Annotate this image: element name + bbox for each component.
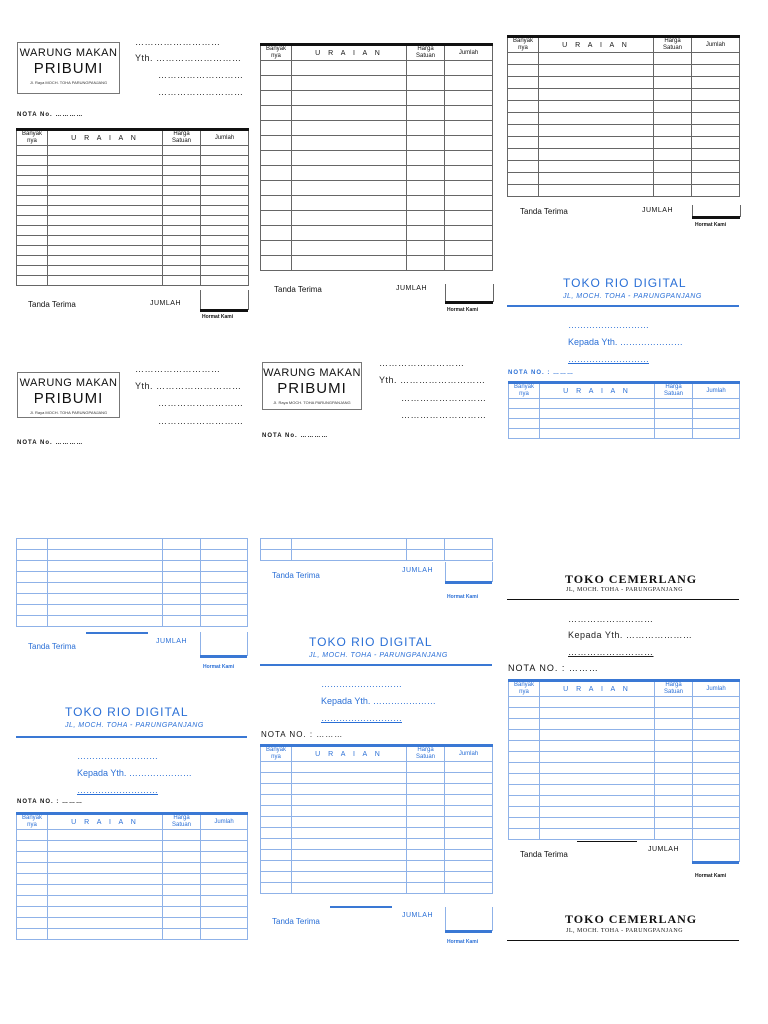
table-row [261, 883, 493, 894]
date-line: ……………………… [135, 37, 221, 47]
table-row [17, 874, 248, 885]
tanda-terima: Tanda Terima [272, 917, 320, 926]
hormat-kami: Hormat Kami [447, 594, 479, 600]
table-row [17, 561, 248, 572]
col-harga: Harga Satuan [654, 37, 692, 53]
total-underline [692, 216, 740, 219]
table-row [261, 773, 493, 784]
table-row [261, 256, 493, 271]
col-jumlah: Jumlah [693, 383, 740, 399]
jumlah-label: JUMLAH [648, 846, 680, 853]
table-row [17, 616, 248, 627]
table-row [261, 226, 493, 241]
address-line: ……………………… [321, 713, 402, 723]
table-row [17, 918, 248, 929]
signature-line [577, 841, 637, 842]
table-row [17, 841, 248, 852]
table-row [17, 830, 248, 841]
toko-rio-subtitle: JL, MOCH. TOHA - PARUNGPANJANG [563, 293, 702, 300]
table-row [261, 166, 493, 181]
total-underline [692, 861, 739, 864]
table-row [509, 807, 740, 818]
warung-header-2 [17, 372, 120, 418]
table-row [508, 185, 740, 197]
col-jumlah: Jumlah [201, 814, 248, 830]
col-banyak: Banyak nya [17, 130, 48, 146]
warung-address: Jl. Raya MOCH. TOHA PARUNGPANJANG [273, 400, 351, 405]
table-row [509, 785, 740, 796]
table-row [508, 53, 740, 65]
yth-line: Yth. ……………………… [379, 375, 486, 385]
table-row [261, 795, 493, 806]
tanda-terima: Tanda Terima [272, 571, 320, 580]
table-row [508, 89, 740, 101]
table-header [261, 746, 493, 762]
col-harga: Harga Satuan [655, 681, 693, 697]
nota-number: NOTA No. ………… [17, 440, 84, 446]
table-row [261, 861, 493, 872]
col-banyak: Banyak nya [17, 814, 48, 830]
toko-cemerlang-subtitle: JL, MOCH. TOHA - PARUNGPANJANG [566, 587, 684, 593]
table-row [17, 156, 249, 166]
table-row [509, 409, 740, 419]
table-row [261, 106, 493, 121]
total-box [445, 907, 493, 931]
table-header [509, 383, 740, 399]
table-row [17, 929, 248, 940]
table-row [17, 216, 249, 226]
table-row [17, 539, 248, 550]
nota-number: NOTA NO. : ……… [508, 370, 574, 376]
col-uraian: U R A I A N [540, 681, 655, 697]
table-row [261, 762, 493, 773]
header-divider [507, 940, 739, 941]
header-divider [507, 599, 739, 600]
toko-rio-title: TOKO RIO DIGITAL [309, 635, 433, 649]
date-line: ……………………… [77, 751, 158, 761]
table-row [17, 206, 249, 216]
address-line-2: ……………………… [401, 410, 487, 420]
table-row [17, 852, 248, 863]
table-row [17, 572, 248, 583]
table-row [261, 91, 493, 106]
receipt-table-3 [507, 35, 740, 197]
table-row [17, 605, 248, 616]
address-line: ……………………… [158, 70, 244, 80]
total-underline [445, 581, 492, 584]
table-row [509, 829, 740, 840]
hormat-kami: Hormat Kami [203, 664, 235, 670]
warung-address: Jl. Raya MOCH. TOHA PARUNGPANJANG [29, 80, 108, 85]
warung-address: Jl. Raya MOCH. TOHA PARUNGPANJANG [29, 410, 108, 415]
table-row [508, 149, 740, 161]
warung-name-line1: WARUNG MAKAN [19, 377, 118, 389]
yth-line: Yth. ……………………… [135, 381, 242, 391]
col-uraian: U R A I A N [540, 383, 655, 399]
yth-line: Yth. ……………………… [135, 53, 242, 63]
address-line: ……………………… [568, 354, 649, 364]
nota-number: NOTA NO. : ……… [261, 730, 344, 739]
table-row [261, 539, 493, 550]
table-row [17, 885, 248, 896]
table-row [261, 241, 493, 256]
col-uraian: U R A I A N [292, 45, 407, 61]
date-line: ……………………… [135, 364, 221, 374]
date-line: ……………………… [321, 679, 402, 689]
table-row [17, 907, 248, 918]
receipt-table-partial-middle [260, 538, 493, 561]
table-row [509, 763, 740, 774]
table-row [17, 146, 249, 156]
table-row [17, 196, 249, 206]
address-line: ……………………… [77, 785, 158, 795]
toko-rio-title: TOKO RIO DIGITAL [563, 276, 687, 290]
total-underline [445, 301, 493, 304]
warung-header-1 [17, 42, 120, 94]
jumlah-label: JUMLAH [150, 300, 182, 307]
table-row [508, 65, 740, 77]
tanda-terima: Tanda Terima [28, 300, 76, 309]
receipt-table-rio-3 [16, 812, 248, 940]
col-jumlah: Jumlah [445, 746, 493, 762]
hormat-kami: Hormat Kami [447, 939, 479, 945]
table-row [508, 137, 740, 149]
nota-number: NOTA No. ………… [17, 112, 84, 118]
col-jumlah: Jumlah [445, 45, 493, 61]
col-uraian: U R A I A N [48, 130, 163, 146]
address-line: ……………………… [568, 647, 654, 657]
jumlah-label: JUMLAH [402, 567, 434, 574]
col-harga: Harga Satuan [407, 746, 445, 762]
warung-name-line1: WARUNG MAKAN [19, 47, 118, 59]
table-row [17, 896, 248, 907]
kepada-line: Kepada Yth. ………………… [321, 696, 436, 706]
col-harga: Harga Satuan [655, 383, 693, 399]
warung-name-line1: WARUNG MAKAN [263, 367, 361, 379]
table-row [261, 61, 493, 76]
table-row [261, 211, 493, 226]
total-underline [200, 655, 247, 658]
table-row [261, 817, 493, 828]
total-box [445, 562, 493, 582]
total-box [200, 632, 248, 656]
col-banyak: Banyak nya [509, 383, 540, 399]
table-row [17, 166, 249, 176]
receipt-table-1 [16, 128, 249, 286]
table-row [509, 774, 740, 785]
table-row [509, 429, 740, 439]
receipt-table-partial-left [16, 538, 248, 627]
warung-name-line2: PRIBUMI [33, 60, 104, 77]
table-row [508, 125, 740, 137]
table-row [261, 196, 493, 211]
total-box [692, 840, 740, 862]
table-row [508, 173, 740, 185]
receipt-table-rio-1 [508, 381, 740, 439]
table-row [17, 236, 249, 246]
jumlah-label: JUMLAH [396, 285, 428, 292]
total-underline [445, 930, 492, 933]
date-line: ……………………… [568, 614, 654, 624]
col-jumlah: Jumlah [201, 130, 249, 146]
col-harga: Harga Satuan [407, 45, 445, 61]
hormat-kami: Hormat Kami [202, 314, 234, 320]
header-divider [16, 736, 247, 738]
address-line-2: ……………………… [158, 416, 244, 426]
table-row [509, 719, 740, 730]
date-line: ……………………… [568, 320, 649, 330]
table-row [509, 796, 740, 807]
table-row [17, 594, 248, 605]
col-harga: Harga Satuan [163, 814, 201, 830]
signature-line [86, 632, 148, 634]
col-jumlah: Jumlah [693, 681, 740, 697]
receipt-table-rio-2 [260, 744, 493, 894]
table-row [508, 101, 740, 113]
table-header [17, 814, 248, 830]
table-row [261, 151, 493, 166]
table-row [17, 266, 249, 276]
kepada-line: Kepada Yth. ………………… [568, 337, 683, 347]
col-jumlah: Jumlah [692, 37, 740, 53]
total-box [200, 290, 249, 310]
table-row [261, 181, 493, 196]
address-line: ……………………… [158, 398, 244, 408]
table-row [261, 872, 493, 883]
toko-rio-subtitle: JL, MOCH. TOHA - PARUNGPANJANG [309, 652, 448, 659]
warung-header-3 [262, 362, 362, 410]
table-row [261, 550, 493, 561]
toko-cemerlang-title: TOKO CEMERLANG [565, 572, 698, 586]
table-row [509, 818, 740, 829]
date-line: ……………………… [379, 358, 465, 368]
table-row [261, 850, 493, 861]
toko-rio-subtitle: JL, MOCH. TOHA - PARUNGPANJANG [65, 722, 204, 729]
table-row [261, 136, 493, 151]
nota-number: NOTA NO. : ……… [17, 799, 83, 805]
hormat-kami: Hormat Kami [447, 307, 479, 313]
table-header [509, 681, 740, 697]
table-row [509, 708, 740, 719]
table-row [17, 246, 249, 256]
table-header [17, 130, 249, 146]
table-row [17, 863, 248, 874]
col-banyak: Banyak nya [261, 45, 292, 61]
signature-line [330, 906, 392, 908]
col-banyak: Banyak nya [508, 37, 539, 53]
tanda-terima: Tanda Terima [274, 285, 322, 294]
total-underline [200, 309, 248, 312]
hormat-kami: Hormat Kami [695, 873, 727, 879]
table-row [17, 583, 248, 594]
receipt-table-cemerlang [508, 679, 740, 840]
total-box [445, 284, 494, 302]
col-uraian: U R A I A N [539, 37, 654, 53]
col-banyak: Banyak nya [261, 746, 292, 762]
table-row [17, 256, 249, 266]
kepada-line: Kepada Yth. ………………… [568, 630, 693, 640]
tanda-terima: Tanda Terima [520, 850, 568, 859]
nota-number: NOTA No. ………… [262, 433, 329, 439]
header-divider [260, 664, 492, 666]
warung-name-line2: PRIBUMI [277, 380, 347, 397]
address-line: ……………………… [401, 393, 487, 403]
table-row [508, 161, 740, 173]
table-row [17, 276, 249, 286]
table-row [17, 186, 249, 196]
tanda-terima: Tanda Terima [28, 642, 76, 651]
col-uraian: U R A I A N [292, 746, 407, 762]
kepada-line: Kepada Yth. ………………… [77, 768, 192, 778]
table-row [509, 697, 740, 708]
col-harga: Harga Satuan [163, 130, 201, 146]
toko-rio-title: TOKO RIO DIGITAL [65, 705, 189, 719]
toko-cemerlang-title: TOKO CEMERLANG [565, 912, 698, 926]
table-row [261, 839, 493, 850]
hormat-kami: Hormat Kami [695, 222, 727, 228]
nota-number: NOTA NO. : ……… [508, 663, 599, 673]
header-divider [507, 305, 739, 307]
table-row [509, 741, 740, 752]
receipt-table-2 [260, 43, 493, 271]
table-row [508, 113, 740, 125]
col-banyak: Banyak nya [509, 681, 540, 697]
table-row [509, 752, 740, 763]
table-row [508, 77, 740, 89]
toko-cemerlang-subtitle: JL, MOCH. TOHA - PARUNGPANJANG [566, 928, 684, 934]
jumlah-label: JUMLAH [156, 638, 188, 645]
tanda-terima: Tanda Terima [520, 207, 568, 216]
table-row [261, 76, 493, 91]
table-row [17, 176, 249, 186]
table-row [509, 419, 740, 429]
col-uraian: U R A I A N [48, 814, 163, 830]
table-row [509, 730, 740, 741]
table-header [508, 37, 740, 53]
table-row [17, 550, 248, 561]
table-row [261, 121, 493, 136]
table-row [261, 806, 493, 817]
table-row [261, 828, 493, 839]
table-row [17, 226, 249, 236]
jumlah-label: JUMLAH [402, 912, 434, 919]
warung-name-line2: PRIBUMI [33, 390, 104, 407]
address-line-2: ……………………… [158, 87, 244, 97]
table-row [261, 784, 493, 795]
table-header [261, 45, 493, 61]
jumlah-label: JUMLAH [642, 207, 674, 214]
table-row [509, 399, 740, 409]
